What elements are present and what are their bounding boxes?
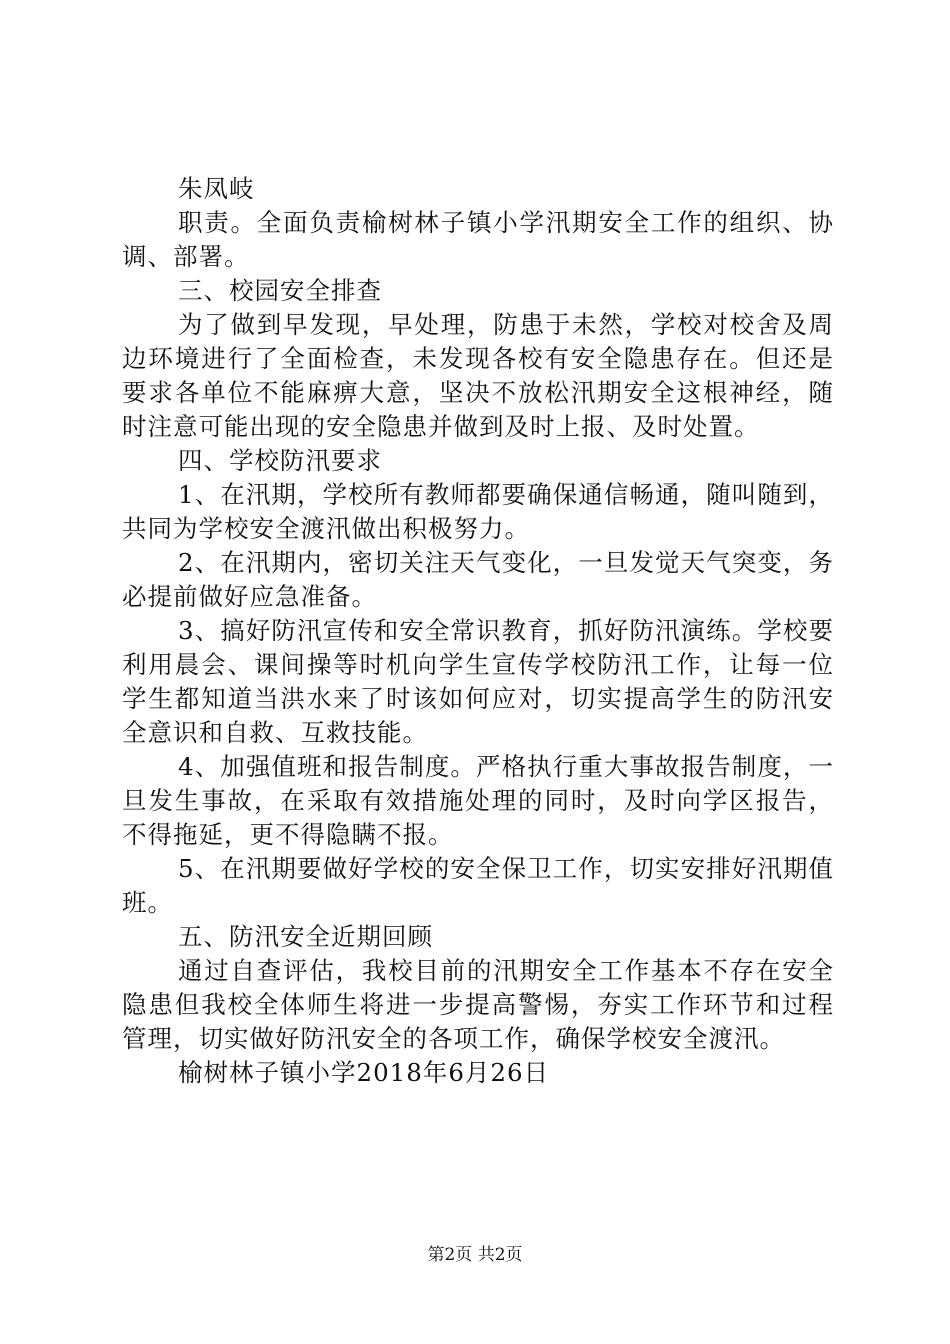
document-body	[122, 172, 834, 1090]
recent-review-paragraph: 通过自查评估，我校目前的汛期安全工作基本不存在安全隐患但我校全体师生将进一步提高警惕，夯实工作环节和过程管理，切实做好防汛安全的各项工作，确保学校安全渡汛。	[122, 956, 834, 1053]
requirement-item-1: 1、在汛期，学校所有教师都要确保通信畅通，随叫随到，共同为学校安全渡汛做出积极努力。	[122, 480, 834, 543]
signature-date-line: 榆树林子镇小学2018年6月26日	[178, 1058, 550, 1087]
requirement-item-3: 3、搞好防汛宣传和安全常识教育，抓好防汛演练。学校要利用晨会、课间操等时机向学生宣传学校防汛工作，让每一位学生都知道当洪水来了时该如何应对，切实提高学生的防汛安全意识和自救、互救技能。	[122, 616, 834, 747]
responsibility-paragraph: 职责。全面负责榆树林子镇小学汛期安全工作的组织、协调、部署。	[122, 208, 834, 271]
page-footer: 第2页 共2页	[427, 1245, 523, 1265]
campus-inspection-paragraph: 为了做到早发现，早处理，防患于未然，学校对校舍及周边环境进行了全面检查，未发现各校有安全隐患存在。但还是要求各单位不能麻痹大意，坚决不放松汛期安全这根神经，随时注意可能出现的安全隐患并做到及时上报、及时处置。	[122, 310, 834, 441]
requirement-item-4: 4、加强值班和报告制度。严格执行重大事故报告制度，一旦发生事故，在采取有效措施处理的同时，及时向学区报告，不得拖延，更不得隐瞒不报。	[122, 752, 834, 849]
section-heading-flood-requirements: 四、学校防汛要求	[178, 446, 382, 475]
requirement-item-2: 2、在汛期内，密切关注天气变化，一旦发觉天气突变，务必提前做好应急准备。	[122, 548, 834, 611]
section-heading-recent-review: 五、防汛安全近期回顾	[178, 922, 433, 951]
signatory-name: 朱凤岐	[178, 174, 255, 203]
requirement-item-5: 5、在汛期要做好学校的安全保卫工作，切实安排好汛期值班。	[122, 854, 834, 917]
section-heading-campus-inspection: 三、校园安全排查	[178, 276, 382, 305]
